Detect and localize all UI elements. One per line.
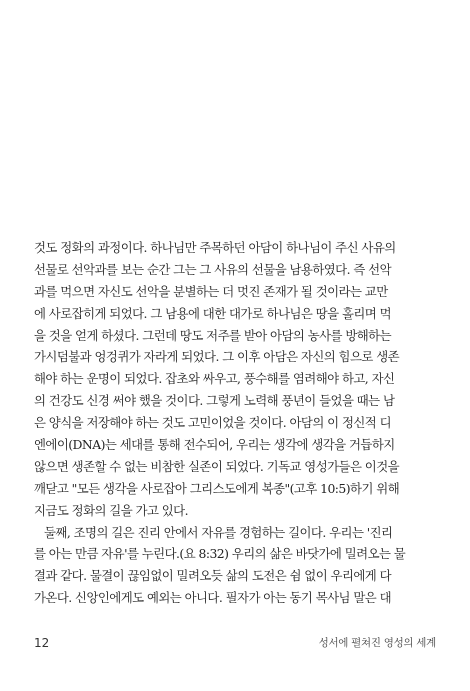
body-line: 의 건강도 신경 써야 했을 것이다. 그렇게 노력해 풍년이 들었을 때는 남: [34, 393, 395, 409]
body-text: [34, 237, 436, 609]
body-line: 선물로 선악과를 보는 순간 그는 그 사유의 선물을 남용하였다. 즉 선악: [34, 261, 392, 277]
body-line: 은 양식을 저장해야 하는 것도 고민이었을 것이다. 아담의 이 정신적 디: [34, 415, 392, 431]
body-line: 것도 정화의 과정이다. 하나님만 주목하던 아담이 하나님이 주신 사유의: [34, 240, 396, 255]
body-line: 않으면 생존할 수 없는 비참한 실존이 되었다. 기독교 영성가들은 이것을: [34, 458, 400, 474]
body-line: 지금도 정화의 길을 가고 있다.: [34, 502, 188, 518]
body-line: 과를 먹으면 자신도 선악을 분별하는 더 멋진 존재가 될 것이라는 교만: [34, 283, 388, 299]
body-line: 를 아는 만큼 자유'를 누린다.(요 8:32) 우리의 삶은 바닷가에 밀려오는 물: [34, 546, 406, 562]
body-line: 깨닫고 "모든 생각을 사로잡아 그리스도에게 복종"(고후 10:5)하기 위해: [34, 480, 400, 496]
page-footer: [34, 635, 436, 651]
running-book-title: 성서에 펼쳐진 영성의 세계: [318, 637, 436, 649]
body-line: 가온다. 신앙인에게도 예외는 아니다. 필자가 아는 동기 목사님 말은 대: [34, 590, 392, 606]
body-line: 엔에이(DNA)는 세대를 통해 전수되어, 우리는 생각에 생각을 거듭하지: [34, 437, 395, 453]
body-line: 을 것을 얻게 하셨다. 그런데 땅도 저주를 받아 아담의 농사를 방해하는: [34, 327, 392, 343]
body-line: 에 사로잡히게 되었다. 그 남용에 대한 대가로 하나님은 땅을 홀리며 먹: [34, 305, 392, 321]
paragraph-start-line: 둘째, 조명의 길은 진리 안에서 자유를 경험하는 길이다. 우리는 '진리: [44, 524, 393, 540]
body-line: 가시덤불과 엉겅퀴가 자라게 되었다. 그 이후 아담은 자신의 힘으로 생존: [34, 349, 400, 365]
body-line: 결과 같다. 물결이 끊임없이 밀려오듯 삶의 도전은 쉼 없이 우리에게 다: [34, 568, 392, 584]
body-line: 해야 하는 운명이 되었다. 잡초와 싸우고, 풍수해를 염려해야 하고, 자신: [34, 371, 395, 387]
page-number: 12: [34, 636, 50, 650]
